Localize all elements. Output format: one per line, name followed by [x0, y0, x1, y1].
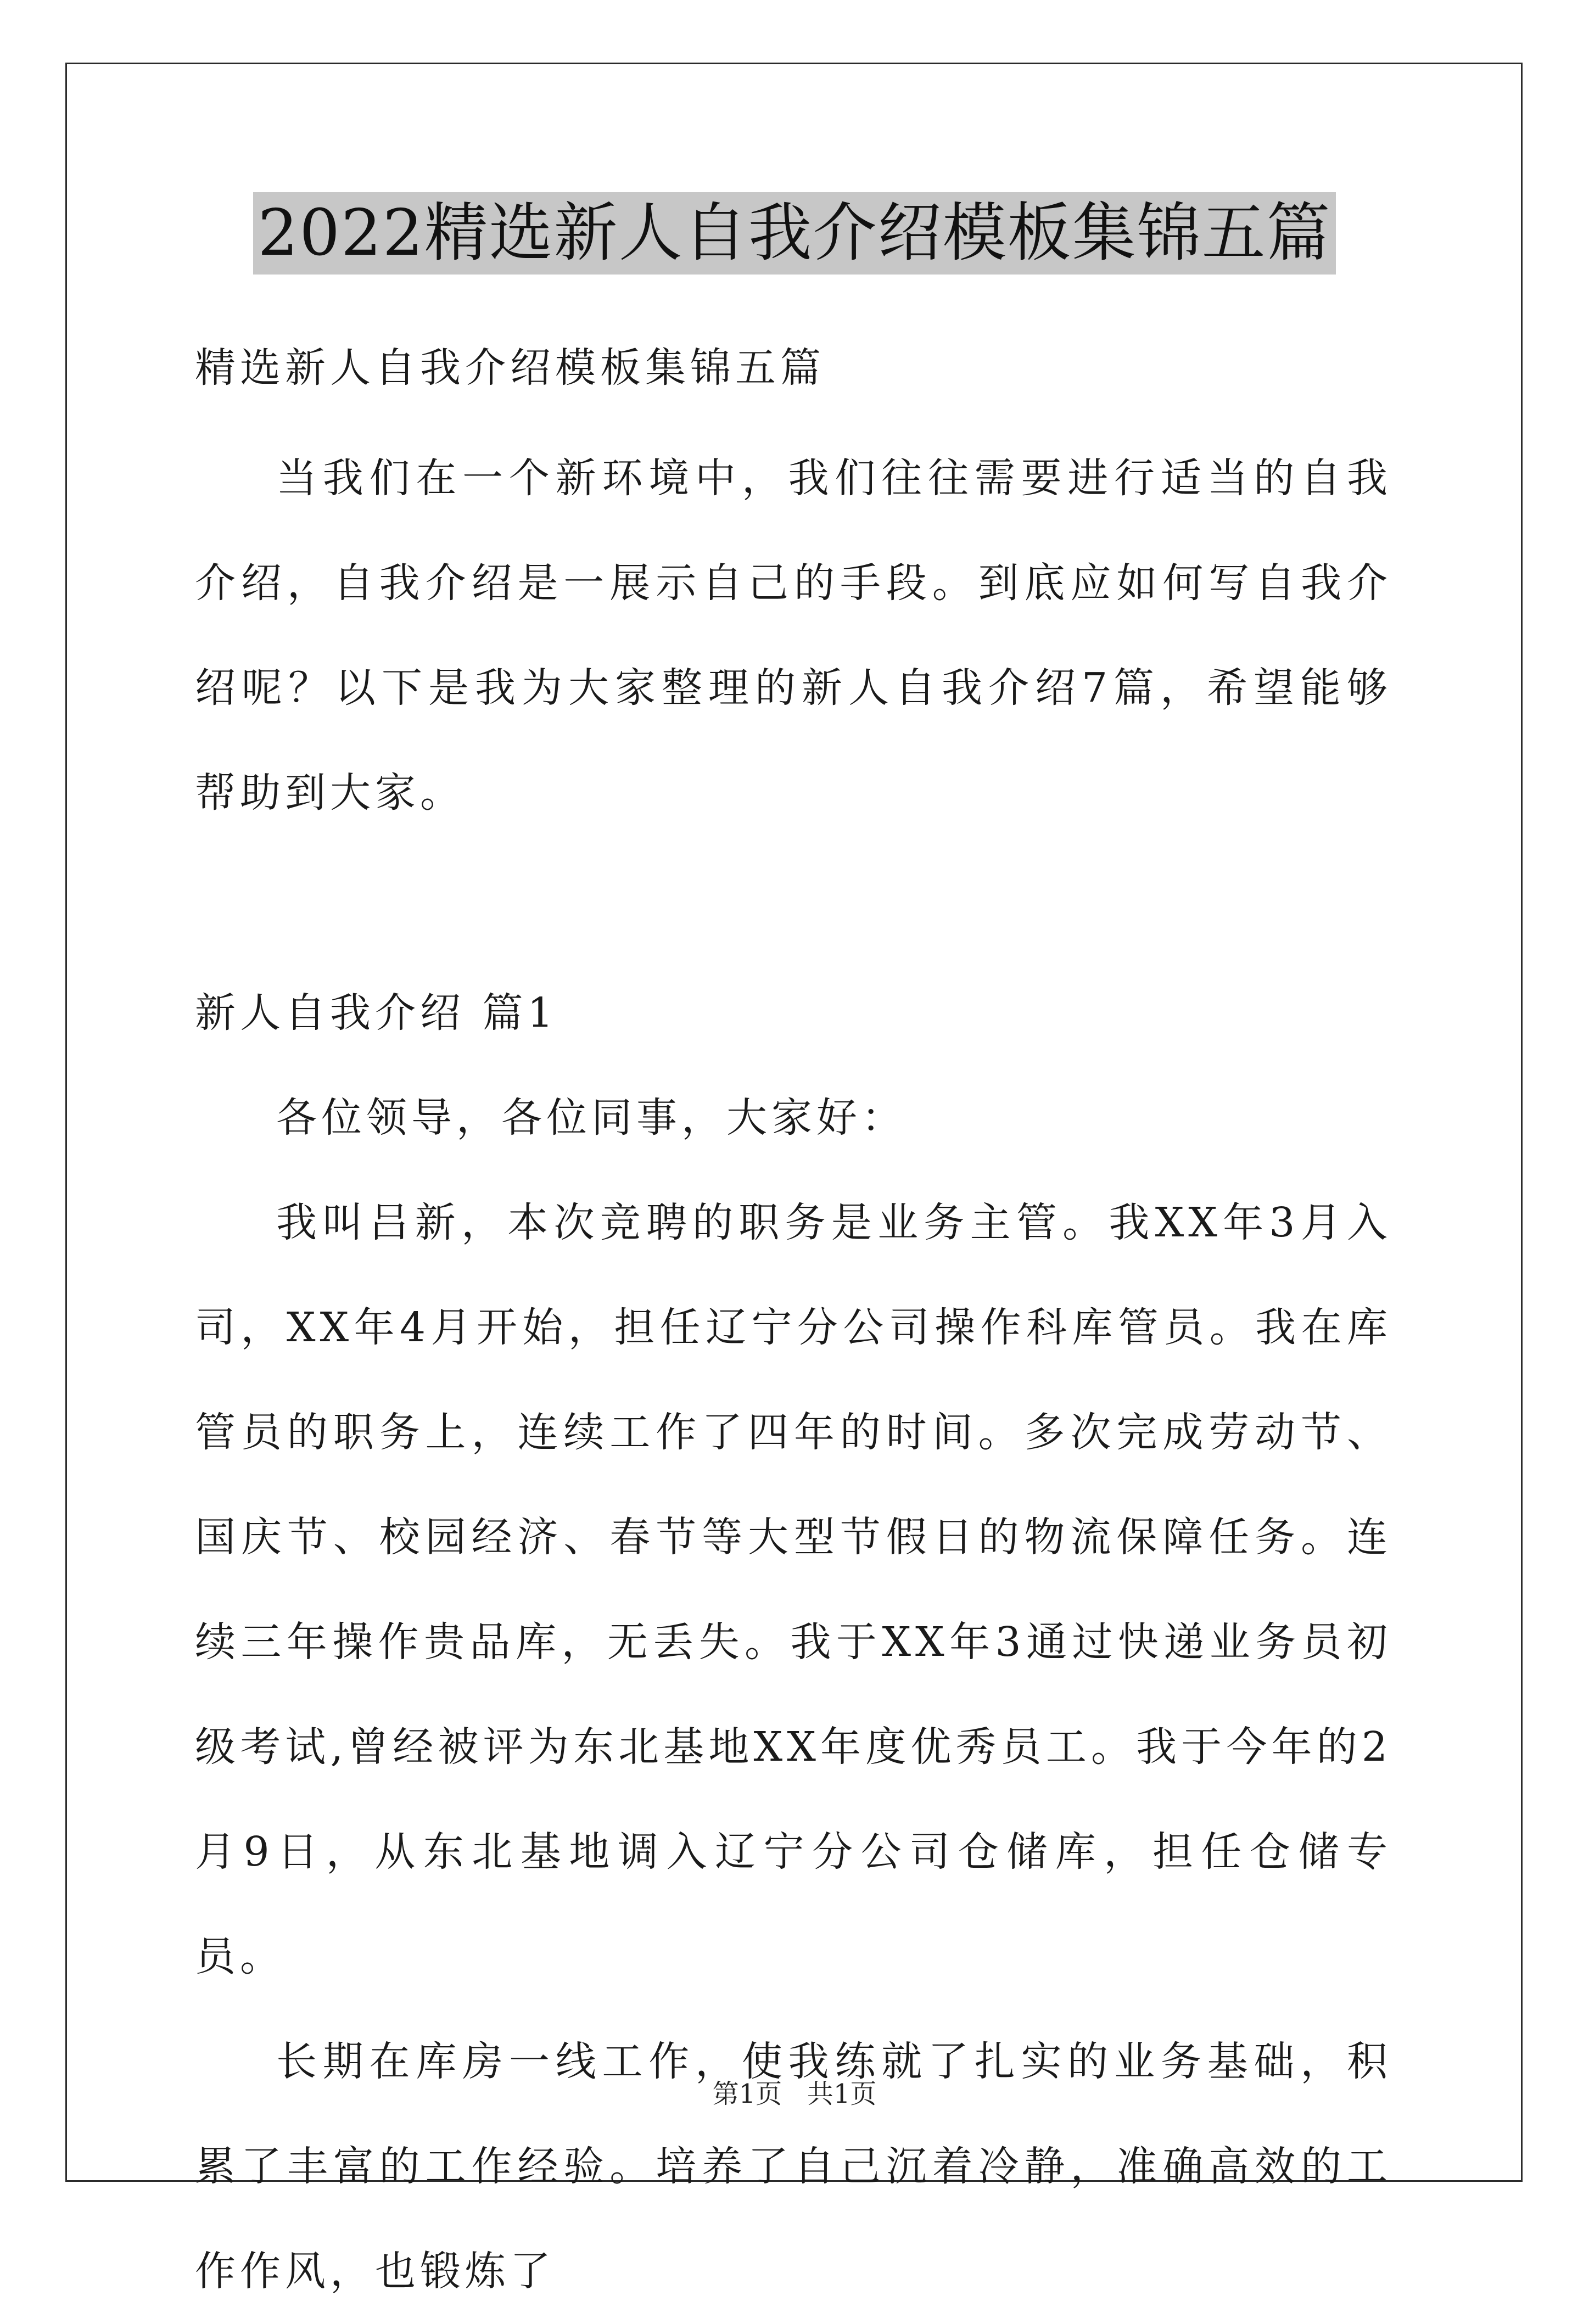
greeting-paragraph: 各位领导，各位同事，大家好：: [276, 1094, 907, 1141]
document-subtitle: 精选新人自我介绍模板集锦五篇: [195, 344, 825, 391]
document-title: 2022精选新人自我介绍模板集锦五篇: [253, 192, 1335, 275]
page-footer: 第1页 共1页: [712, 2079, 877, 2109]
document-body: [195, 316, 1392, 2324]
intro-paragraph: 当我们在一个新环境中，我们往往需要进行适当的自我介绍，自我介绍是一展示自己的手段。到底应如何写自我介绍呢？以下是我为大家整理的新人自我介绍7篇，希望能够帮助到大家。: [195, 455, 1392, 816]
title-container: [0, 192, 1589, 275]
body-paragraph-2: 长期在库房一线工作，使我练就了扎实的业务基础，积累了丰富的工作经验。培养了自己沉着冷静，准确高效的工作作风，也锻炼了: [195, 2038, 1392, 2295]
section-heading: 新人自我介绍 篇1: [195, 989, 558, 1037]
body-paragraph-1: 我叫吕新，本次竞聘的职务是业务主管。我XX年3月入司，XX年4月开始，担任辽宁分公司操作科库管员。我在库管员的职务上，连续工作了四年的时间。多次完成劳动节、国庆节、校园经济、春节等大型节假日的物流保障任务。连续三年操作贵品库，无丢失。我于XX年3通过快递业务员初级考试,曾经被评为东北基地XX年度优秀员工。我于今年的2月9日，从东北基地调入辽宁分公司仓储库，担任仓储专员。: [195, 1199, 1392, 1980]
